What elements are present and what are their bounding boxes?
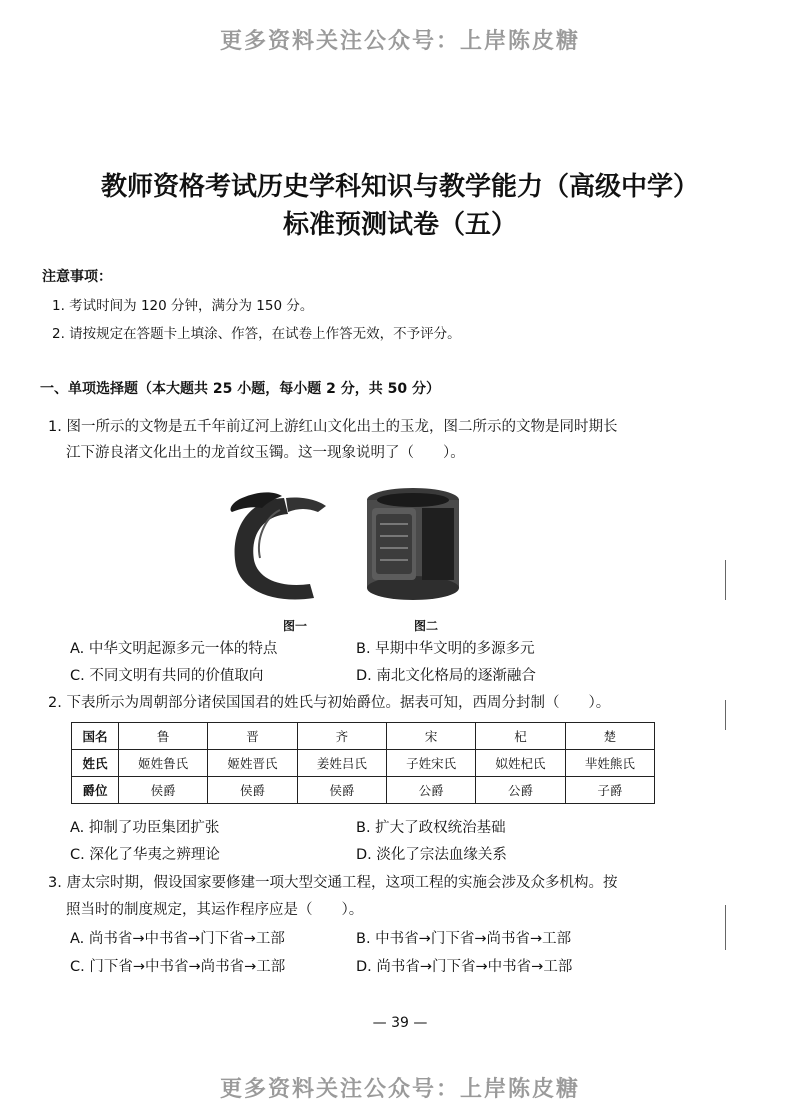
question-1-stem-line2: 江下游良渚文化出土的龙首纹玉镯。这一现象说明了（ ）。 xyxy=(66,445,465,461)
table-row-surname xyxy=(72,750,655,777)
section-heading: 一、单项选择题（本大题共 25 小题，每小题 2 分，共 50 分） xyxy=(40,381,440,397)
scan-edge-mark xyxy=(725,700,726,730)
table-cell: 姬姓鲁氏 xyxy=(119,750,208,777)
table-cell: 侯爵 xyxy=(208,777,297,804)
table-cell: 公爵 xyxy=(476,777,565,804)
watermark-banner-bottom: 更多资料关注公众号：上岸陈皮糖 xyxy=(219,1077,580,1102)
table-row-rank xyxy=(72,777,655,804)
notes-heading: 注意事项： xyxy=(42,269,112,285)
figure-1-caption: 图一 xyxy=(283,619,308,633)
table-cell: 宋 xyxy=(386,723,475,750)
question-1-option-b: B. 早期中华文明的多源多元 xyxy=(356,641,535,657)
question-2-option-c: C. 深化了华夷之辨理论 xyxy=(70,847,220,863)
table-row-label: 姓氏 xyxy=(72,750,119,777)
question-1-stem-line1: 1. 图一所示的文物是五千年前辽河上游红山文化出土的玉龙，图二所示的文物是同时期长 xyxy=(48,419,618,435)
question-2-stem: 2. 下表所示为周朝部分诸侯国国君的姓氏与初始爵位。据表可知，西周分封制（ ）。 xyxy=(48,695,611,711)
scan-edge-mark xyxy=(725,560,726,600)
question-3-stem-line2: 照当时的制度规定，其运作程序应是（ ）。 xyxy=(66,902,364,918)
table-row-label: 国名 xyxy=(72,723,119,750)
note-item-2: 2. 请按规定在答题卡上填涂、作答，在试卷上作答无效，不予评分。 xyxy=(52,326,461,342)
scan-edge-mark xyxy=(725,905,726,950)
question-1-option-d: D. 南北文化格局的逐渐融合 xyxy=(356,668,536,684)
paper-title-line2: 标准预测试卷（五） xyxy=(282,210,517,240)
figure-jade-bracelet-image xyxy=(358,484,468,604)
table-cell: 楚 xyxy=(565,723,654,750)
question-3-option-a: A. 尚书省→中书省→门下省→工部 xyxy=(70,931,285,947)
table-cell: 姒姓杞氏 xyxy=(476,750,565,777)
table-cell: 晋 xyxy=(208,723,297,750)
page-number: — 39 — xyxy=(372,1015,428,1031)
table-row-state xyxy=(72,723,655,750)
table-cell: 芈姓熊氏 xyxy=(565,750,654,777)
table-cell: 侯爵 xyxy=(297,777,386,804)
note-item-1: 1. 考试时间为 120 分钟，满分为 150 分。 xyxy=(52,298,314,314)
table-cell: 杞 xyxy=(476,723,565,750)
table-cell: 齐 xyxy=(297,723,386,750)
question-3-option-c: C. 门下省→中书省→尚书省→工部 xyxy=(70,959,286,975)
question-3-stem-line1: 3. 唐太宗时期，假设国家要修建一项大型交通工程，这项工程的实施会涉及众多机构。按 xyxy=(48,875,618,891)
watermark-banner-top: 更多资料关注公众号：上岸陈皮糖 xyxy=(219,29,580,54)
table-cell: 公爵 xyxy=(386,777,475,804)
question-2-option-d: D. 淡化了宗法血缘关系 xyxy=(356,847,507,863)
question-1-option-c: C. 不同文明有共同的价值取向 xyxy=(70,668,264,684)
question-2-option-a: A. 抑制了功臣集团扩张 xyxy=(70,820,220,836)
table-row-label: 爵位 xyxy=(72,777,119,804)
paper-title-line1: 教师资格考试历史学科知识与教学能力（高级中学） xyxy=(100,172,699,202)
question-1-option-a: A. 中华文明起源多元一体的特点 xyxy=(70,641,278,657)
vassal-states-table xyxy=(71,722,655,804)
figure-jade-dragon-image xyxy=(222,488,362,610)
table-cell: 姬姓晋氏 xyxy=(208,750,297,777)
table-cell: 姜姓吕氏 xyxy=(297,750,386,777)
question-3-option-d: D. 尚书省→门下省→中书省→工部 xyxy=(356,959,573,975)
table-cell: 子姓宋氏 xyxy=(386,750,475,777)
figure-2-caption: 图二 xyxy=(414,619,439,633)
question-3-option-b: B. 中书省→门下省→尚书省→工部 xyxy=(356,931,572,947)
table-cell: 子爵 xyxy=(565,777,654,804)
table-cell: 侯爵 xyxy=(119,777,208,804)
question-2-option-b: B. 扩大了政权统治基础 xyxy=(356,820,506,836)
table-cell: 鲁 xyxy=(119,723,208,750)
